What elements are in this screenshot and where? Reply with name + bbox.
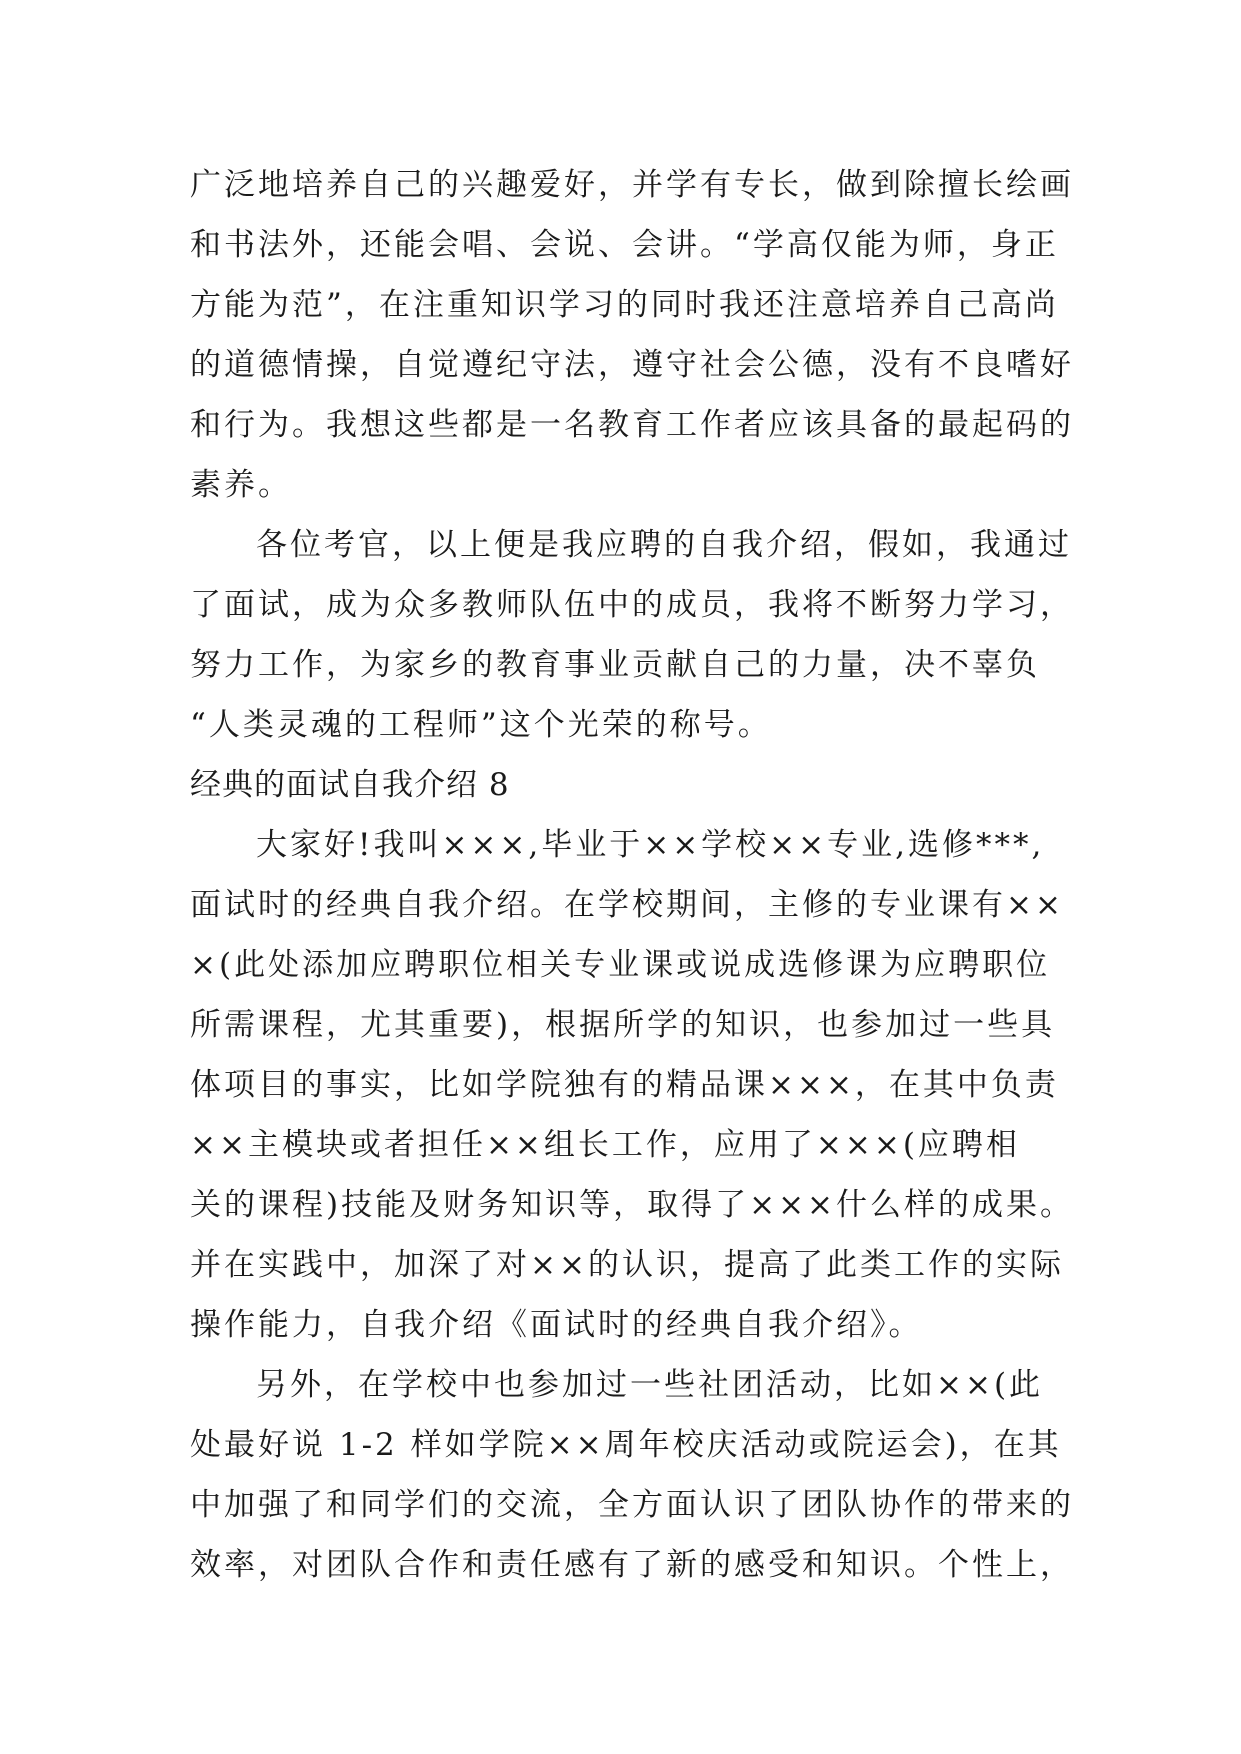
text-line: 努力工作，为家乡的教育事业贡献自己的力量，决不辜负 [190, 647, 1040, 683]
text-line: 广泛地培养自己的兴趣爱好，并学有专长，做到除擅长绘画 [190, 167, 1074, 203]
text-line: 素养。 [190, 467, 292, 503]
paragraph-hobbies [190, 155, 1074, 515]
text-line: 大家好!我叫×××,毕业于××学校××专业,选修***, [256, 827, 1045, 863]
text-line: “人类灵魂的工程师”这个光荣的称号。 [190, 707, 772, 743]
text-line: 处最好说 1-2 样如学院××周年校庆活动或院运会)，在其 [190, 1427, 1062, 1463]
text-line: 效率，对团队合作和责任感有了新的感受和知识。个性上， [190, 1547, 1074, 1583]
paragraph-activities [190, 1355, 1074, 1595]
text-line: 和书法外，还能会唱、会说、会讲。“学高仅能为师，身正 [190, 227, 1059, 263]
text-line: 所需课程，尤其重要)，根据所学的知识，也参加过一些具 [190, 1007, 1056, 1043]
text-line: 中加强了和同学们的交流，全方面认识了团队协作的带来的 [190, 1487, 1074, 1523]
text-line: 方能为范”，在注重知识学习的同时我还注意培养自己高尚 [190, 287, 1059, 323]
text-line: 各位考官，以上便是我应聘的自我介绍，假如，我通过 [256, 527, 1072, 563]
text-line: 另外，在学校中也参加过一些社团活动，比如××(此 [256, 1367, 1044, 1403]
text-line: 操作能力，自我介绍《面试时的经典自我介绍》。 [190, 1307, 923, 1343]
text-line: 关的课程)技能及财务知识等，取得了×××什么样的成果。 [190, 1187, 1075, 1223]
text-line: ××主模块或者担任××组长工作，应用了×××(应聘相 [190, 1127, 1020, 1163]
text-line: 的道德情操，自觉遵纪守法，遵守社会公德，没有不良嗜好 [190, 347, 1074, 383]
text-line: 了面试，成为众多教师队伍中的成员，我将不断努力学习， [190, 587, 1074, 623]
paragraph-introduction [190, 815, 1075, 1355]
text-line: 并在实践中，加深了对××的认识，提高了此类工作的实际 [190, 1247, 1064, 1283]
text-line: 面试时的经典自我介绍。在学校期间，主修的专业课有×× [190, 887, 1064, 923]
paragraph-closing [190, 515, 1074, 755]
text-line: 体项目的事实，比如学院独有的精品课×××，在其中负责 [190, 1067, 1059, 1103]
text-line: 和行为。我想这些都是一名教育工作者应该具备的最起码的 [190, 407, 1074, 443]
text-line: ×(此处添加应聘职位相关专业课或说成选修课为应聘职位 [190, 947, 1051, 983]
document-body [190, 155, 1075, 1595]
section-heading: 经典的面试自我介绍 8 [190, 767, 510, 803]
